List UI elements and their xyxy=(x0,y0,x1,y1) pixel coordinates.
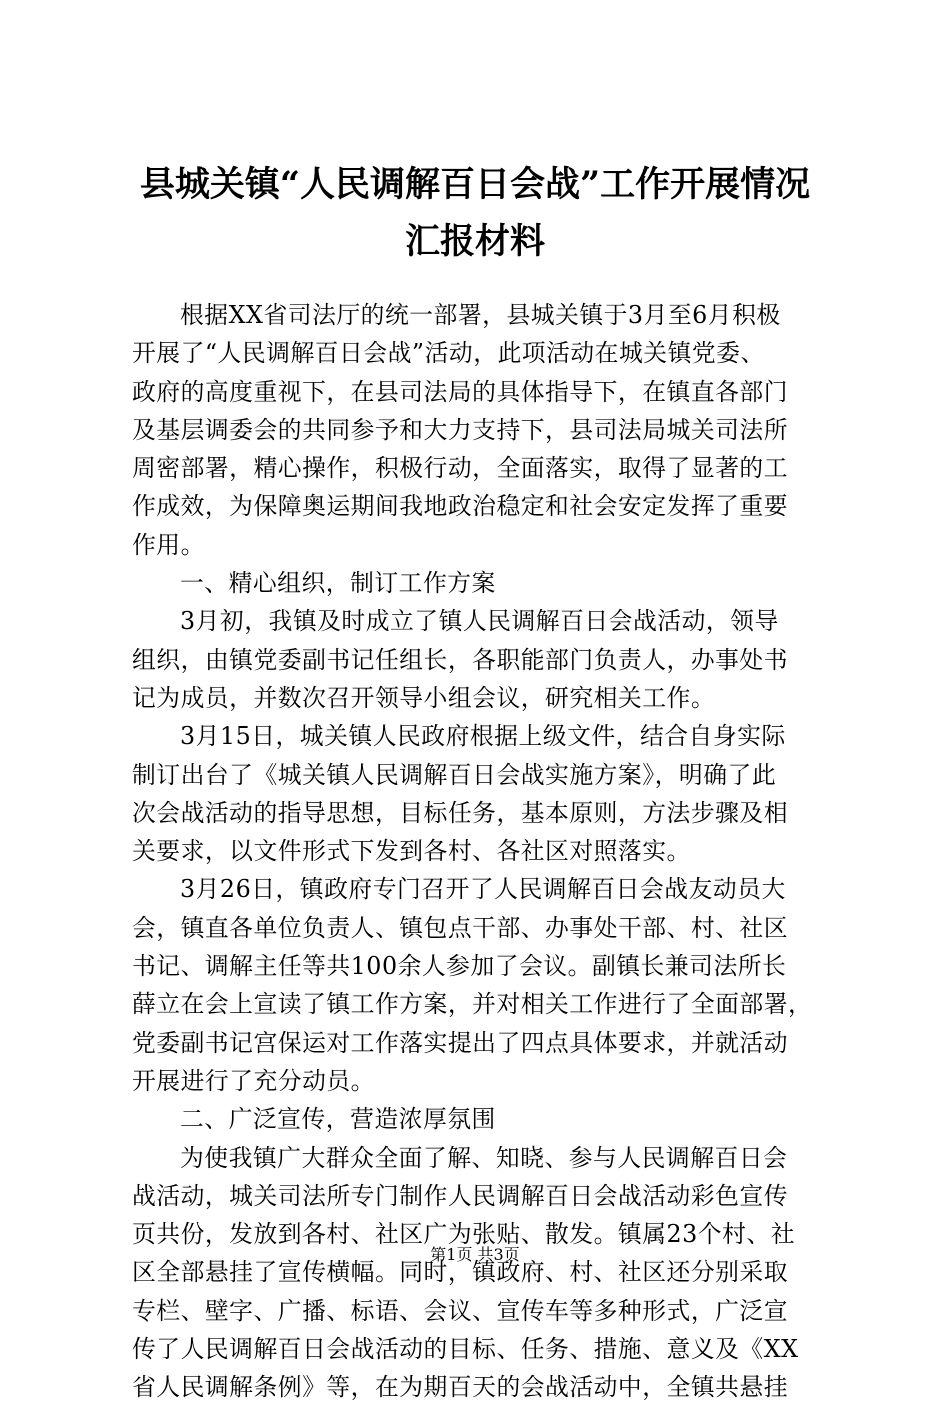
document-title-line-1: 县城关镇“人民调解百日会战”工作开展情况 xyxy=(139,164,811,205)
body-text-line: 3月15日，城关镇人民政府根据上级文件，结合自身实际 xyxy=(180,722,786,751)
body-text-line: 一、精心组织，制订工作方案 xyxy=(180,569,496,598)
body-text-line: 党委副书记宫保运对工作落实提出了四点具体要求，并就活动 xyxy=(132,1028,789,1057)
body-text-line: 开展进行了充分动员。 xyxy=(132,1066,375,1095)
body-text-line: 页共份，发放到各村、社区广为张贴、散发。镇属23个村、社 xyxy=(132,1220,795,1249)
body-text-line: 政府的高度重视下，在县司法局的具体指导下，在镇直各部门 xyxy=(132,377,789,406)
body-text-line: 传了人民调解百日会战活动的目标、任务、措施、意义及《XX xyxy=(132,1335,799,1364)
document-body xyxy=(132,296,832,1407)
body-text-line: 为使我镇广大群众全面了解、知晓、参与人民调解百日会 xyxy=(180,1143,788,1172)
body-text-line: 及基层调委会的共同参予和大力支持下，县司法局城关司法所 xyxy=(132,415,789,444)
body-text-line: 3月26日，镇政府专门召开了人民调解百日会战友动员大 xyxy=(180,875,786,904)
body-text-line: 关要求，以文件形式下发到各村、各社区对照落实。 xyxy=(132,837,691,866)
page-footer: 第1页 共3页 xyxy=(430,1245,520,1264)
body-text-line: 二、广泛宣传，营造浓厚氛围 xyxy=(180,1105,496,1134)
document-title-line-2: 汇报材料 xyxy=(404,221,545,262)
body-text-line: 专栏、壁字、广播、标语、会议、宣传车等多种形式，广泛宣 xyxy=(132,1296,789,1325)
body-text-line: 组织，由镇党委副书记任组长，各职能部门负责人，办事处书 xyxy=(132,645,789,674)
body-text-line: 书记、调解主任等共100余人参加了会议。副镇长兼司法所长 xyxy=(132,952,787,981)
body-text-line: 薛立在会上宣读了镇工作方案，并对相关工作进行了全面部署， xyxy=(132,990,813,1019)
body-text-line: 会，镇直各单位负责人、镇包点干部、办事处干部、村、社区 xyxy=(132,913,789,942)
body-text-line: 开展了“人民调解百日会战”活动，此项活动在城关镇党委、 xyxy=(132,339,765,368)
body-text-line: 作成效，为保障奥运期间我地政治稳定和社会安定发挥了重要 xyxy=(132,492,789,521)
body-text-line: 作用。 xyxy=(132,530,205,559)
body-text-line: 根据XX省司法厅的统一部署，县城关镇于3月至6月积极 xyxy=(180,301,781,329)
body-text-line: 省人民调解条例》等，在为期百天的会战活动中，全镇共悬挂 xyxy=(132,1373,789,1402)
body-text-line: 区全部悬挂了宣传横幅。同时，镇政府、村、社区还分别采取 xyxy=(132,1258,789,1287)
body-text-line: 周密部署，精心操作，积极行动，全面落实，取得了显著的工 xyxy=(132,454,789,483)
body-text-line: 战活动，城关司法所专门制作人民调解百日会战活动彩色宣传 xyxy=(132,1181,789,1210)
body-text-line: 记为成员，并数次召开领导小组会议，研究相关工作。 xyxy=(132,683,716,712)
body-text-line: 次会战活动的指导思想，目标任务，基本原则，方法步骤及相 xyxy=(132,798,789,827)
body-text-line: 3月初，我镇及时成立了镇人民调解百日会战活动，领导 xyxy=(180,607,779,636)
body-text-line: 制订出台了《城关镇人民调解百日会战实施方案》，明确了此 xyxy=(132,760,777,789)
